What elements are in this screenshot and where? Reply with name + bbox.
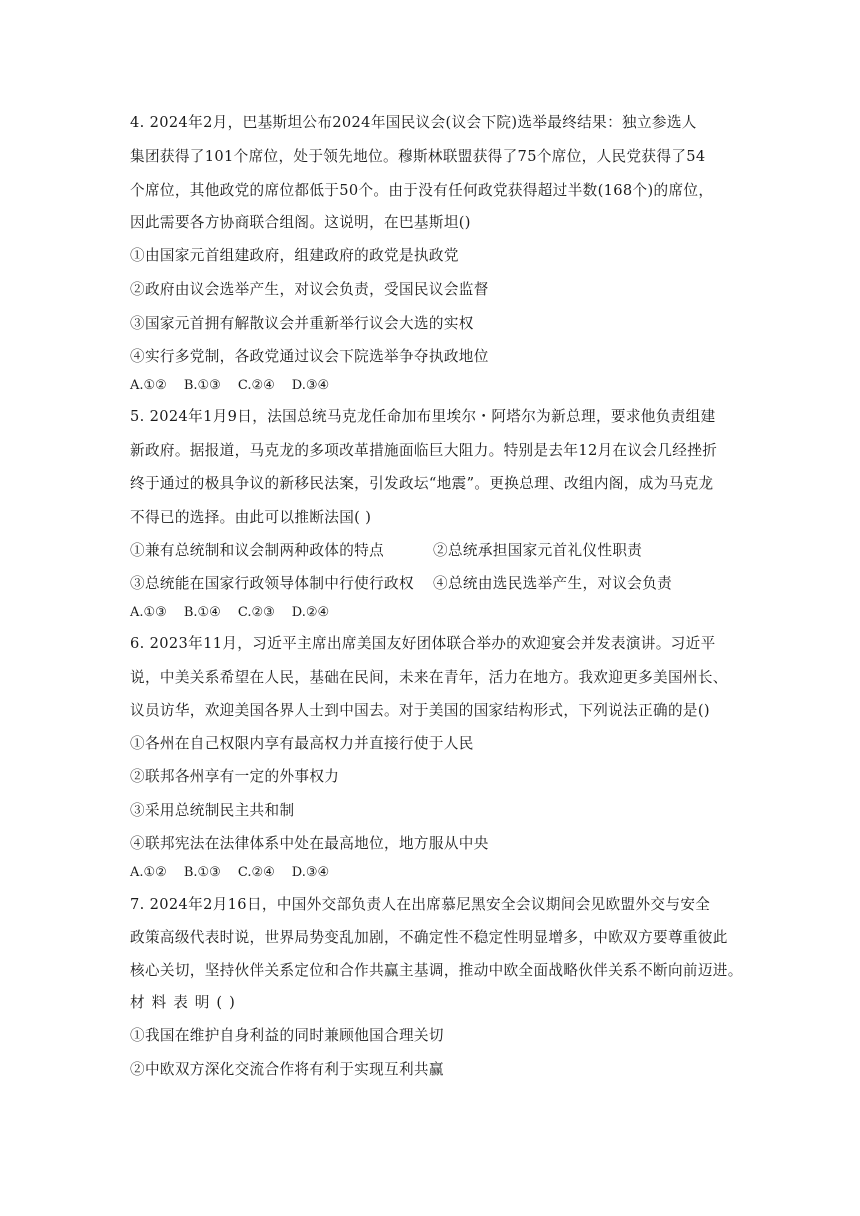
q4-stem-line-1: 4. 2024年2月，巴基斯坦公布2024年国民议会(议会下院)选举最终结果：独立参选人 <box>130 114 697 131</box>
q5-option-c[interactable]: C.②③ <box>237 605 275 620</box>
q4-item-2: ②政府由议会选举产生，对议会负责，受国民议会监督 <box>130 281 489 298</box>
q5-stem-line-2: 新政府。据报道，马克龙的多项改革措施面临巨大阻力。特别是去年12月在议会几经挫折 <box>130 442 718 459</box>
q7-stem-line-3: 核心关切，坚持伙伴关系定位和合作共赢主基调，推动中欧全面战略伙伴关系不断向前迈进。 <box>130 962 743 979</box>
q5-item-3: ③总统能在国家行政领导体制中行使行政权 <box>130 575 414 592</box>
q7-stem-line-1: 7. 2024年2月16日，中国外交部负责人在出席慕尼黑安全会议期间会见欧盟外交与安全 <box>130 896 711 913</box>
q4-item-3: ③国家元首拥有解散议会并重新举行议会大选的实权 <box>130 315 474 332</box>
q5-options <box>130 602 346 623</box>
q5-item-1: ①兼有总统制和议会制两种政体的特点 <box>130 542 385 559</box>
q7-item-2: ②中欧双方深化交流合作将有利于实现互利共赢 <box>130 1061 444 1078</box>
q6-options <box>130 862 346 883</box>
q4-item-4: ④实行多党制，各政党通过议会下院选举争夺执政地位 <box>130 348 489 365</box>
q6-option-c[interactable]: C.②④ <box>237 865 275 880</box>
q6-item-1: ①各州在自己权限内享有最高权力并直接行使于人民 <box>130 735 474 752</box>
q7-stem-line-4: 材料表明() <box>130 994 242 1011</box>
q6-option-a[interactable]: A.①② <box>130 865 167 880</box>
q6-item-2: ②联邦各州享有一定的外事权力 <box>130 768 340 785</box>
q5-item-4: ④总统由选民选举产生，对议会负责 <box>433 575 673 592</box>
q4-option-a[interactable]: A.①② <box>130 378 167 393</box>
q5-stem-line-4: 不得已的选择。由此可以推断法国( ) <box>130 509 372 526</box>
q7-stem-line-2: 政策高级代表时说，世界局势变乱加剧，不确定性不稳定性明显增多，中欧双方要尊重彼此 <box>130 929 728 946</box>
q5-items-row-2 <box>130 574 672 594</box>
q4-option-b[interactable]: B.①③ <box>183 378 221 393</box>
q6-item-4: ④联邦宪法在法律体系中处在最高地位，地方服从中央 <box>130 835 489 852</box>
q6-stem-line-1: 6. 2023年11月，习近平主席出席美国友好团体联合举办的欢迎宴会并发表演讲。习近平 <box>130 635 716 652</box>
q5-stem-line-1: 5. 2024年1月9日，法国总统马克龙任命加布里埃尔・阿塔尔为新总理，要求他负责组建 <box>130 408 716 425</box>
q6-stem-line-3: 议员访华，欢迎美国各界人士到中国去。对于美国的国家结构形式，下列说法正确的是() <box>130 702 710 719</box>
q4-option-c[interactable]: C.②④ <box>237 378 275 393</box>
q5-stem-line-3: 终于通过的极具争议的新移民法案，引发政坛“地震”。更换总理、改组内阁，成为马克龙 <box>130 475 714 492</box>
q4-options <box>130 375 346 396</box>
q5-option-b[interactable]: B.①④ <box>183 605 221 620</box>
q7-item-1: ①我国在维护自身利益的同时兼顾他国合理关切 <box>130 1027 444 1044</box>
q4-item-1: ①由国家元首组建政府，组建政府的政党是执政党 <box>130 247 459 264</box>
q5-item-2: ②总统承担国家元首礼仪性职责 <box>433 542 643 559</box>
q4-stem-line-4: 因此需要各方协商联合组阁。这说明，在巴基斯坦() <box>130 214 471 231</box>
q6-item-3: ③采用总统制民主共和制 <box>130 802 295 819</box>
q4-option-d[interactable]: D.③④ <box>291 378 330 393</box>
q5-items-row-1 <box>130 541 642 561</box>
q4-stem-line-3: 个席位，其他政党的席位都低于50个。由于没有任何政党获得超过半数(168个)的席位， <box>130 182 714 199</box>
q4-stem-line-2: 集团获得了101个席位，处于领先地位。穆斯林联盟获得了75个席位，人民党获得了54 <box>130 148 706 165</box>
q5-option-d[interactable]: D.②④ <box>291 605 330 620</box>
q6-stem-line-2: 说，中美关系希望在人民，基础在民间，未来在青年，活力在地方。我欢迎更多美国州长、 <box>130 669 728 686</box>
q5-option-a[interactable]: A.①③ <box>130 605 167 620</box>
q6-option-d[interactable]: D.③④ <box>291 865 330 880</box>
q6-option-b[interactable]: B.①③ <box>183 865 221 880</box>
